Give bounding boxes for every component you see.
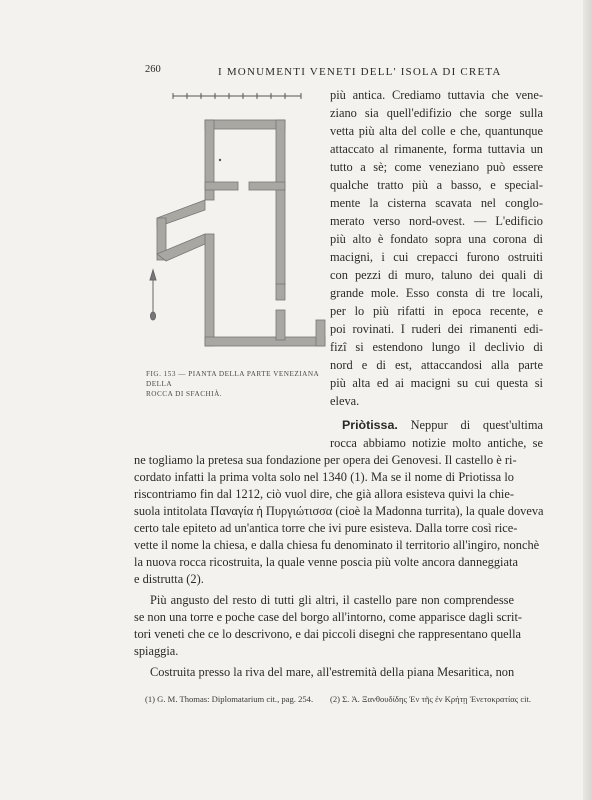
text-line: Costruita presso la riva del mare, all'estremità della piana Mesaritica, non bbox=[150, 665, 515, 679]
text-line: tutto a sè; come veneziano può essere bbox=[330, 160, 543, 174]
figure-caption bbox=[146, 369, 326, 399]
text-line: macigni, i cui crepacci furono ostruiti bbox=[330, 250, 543, 264]
fortress-plan bbox=[145, 84, 327, 359]
text-line: Più angusto del resto di tutti gli altri, il castello pare non comprendesse bbox=[150, 593, 514, 607]
plan-dot bbox=[219, 159, 221, 161]
text-line: qualche tratto più a basso, e special- bbox=[330, 178, 543, 192]
page-number: 260 bbox=[145, 64, 161, 75]
text-line: ne togliamo la pretesa sua fondazione per opera dei Genovesi. Il castello è ri- bbox=[134, 453, 517, 467]
text-line: attaccato al rimanente, forma tuttavia un bbox=[330, 142, 543, 156]
north-arrow bbox=[150, 270, 156, 320]
text-line: con pezzi di muro, taluno dei quali di bbox=[330, 268, 543, 282]
page-edge bbox=[583, 0, 592, 800]
text-line: più antica. Crediamo tuttavia che vene- bbox=[330, 88, 543, 102]
text-line: fizî si estendono lungo il declivio di bbox=[330, 340, 543, 354]
text-line: più alto è fondato sopra una corona di bbox=[330, 232, 543, 246]
running-title: I MONUMENTI VENETI DELL' ISOLA DI CRETA bbox=[218, 66, 502, 78]
text-line: vette il nome la chiesa, e dalla chiesa fu denominato il territorio all'ingiro, nonchè bbox=[134, 538, 540, 552]
text-line: vetta più alta del colle e che, quantunque bbox=[330, 124, 543, 138]
text-line: e distrutta (2). bbox=[134, 572, 204, 586]
text-line: tori veneti che ce lo descrivono, e dai piccoli disegni che rappresentano quella bbox=[134, 627, 522, 641]
plan-walls bbox=[157, 120, 325, 346]
caption-line: FIG. 153 — PIANTA DELLA PARTE VENEZIANA DELLA bbox=[146, 370, 319, 388]
text-line: merato verso nord-ovest. — L'edificio bbox=[330, 214, 543, 228]
text-line: nord e di est, attaccandosi alla parte bbox=[330, 358, 543, 372]
text-line: ziano sia quell'edifizio che sorge sulla bbox=[330, 106, 543, 120]
footnote-1: (1) G. M. Thomas: Diplomatarium cit., pag. 254. bbox=[145, 694, 314, 704]
section-first-line bbox=[342, 416, 543, 434]
footnote-2: (2) Σ. Ἀ. Ξανθουδίδης Ἐν τῆς ἐν Κρήτῃ Ἐνετοκρατίας cit. bbox=[330, 694, 532, 704]
scale-bar bbox=[173, 93, 301, 99]
text-line: più alta ed ai macigni su cui questa si bbox=[330, 376, 543, 390]
text-line: spiaggia. bbox=[134, 644, 179, 658]
text-line: rocca abbiamo notizie molto antiche, se bbox=[330, 436, 543, 450]
text-line: per lo più rifatti in epoca recente, e bbox=[330, 304, 543, 318]
text-line: mente la cisterna scavata nel conglo- bbox=[330, 196, 543, 210]
section-heading: Priòtissa. bbox=[342, 418, 398, 432]
text-line: cordato infatti la prima volta solo nel 1340 (1). Ma se il nome di Priotissa lo bbox=[134, 470, 514, 484]
text-line: se non una torre e poche case del borgo all'intorno, come apparisce dagli scrit- bbox=[134, 610, 523, 624]
text-line: grande mole. Esso consta di tre locali, bbox=[330, 286, 543, 300]
text-line: riscontriamo fin dal 1212, ciò vuol dire, che già allora esisteva quivi la chie- bbox=[134, 487, 514, 501]
text-line: poi rovinati. I ruderi dei rimanenti edi- bbox=[330, 322, 543, 336]
section-first-line-text: Neppur di quest'ultima bbox=[410, 418, 543, 432]
caption-line: ROCCA DI SFACHIÀ. bbox=[146, 390, 223, 398]
text-line: certo tale epiteto ad un'antica torre che ivi pure esisteva. Dalla torre così rice- bbox=[134, 521, 518, 535]
text-line: la nuova rocca ricostruita, la quale venne poscia più volte ancora danneggiata bbox=[134, 555, 518, 569]
text-line: eleva. bbox=[330, 394, 360, 408]
text-line: suola intitolata Παναγία ἡ Πυργιώτισσα (cioè la Madonna turrita), la quale doveva bbox=[134, 504, 544, 518]
